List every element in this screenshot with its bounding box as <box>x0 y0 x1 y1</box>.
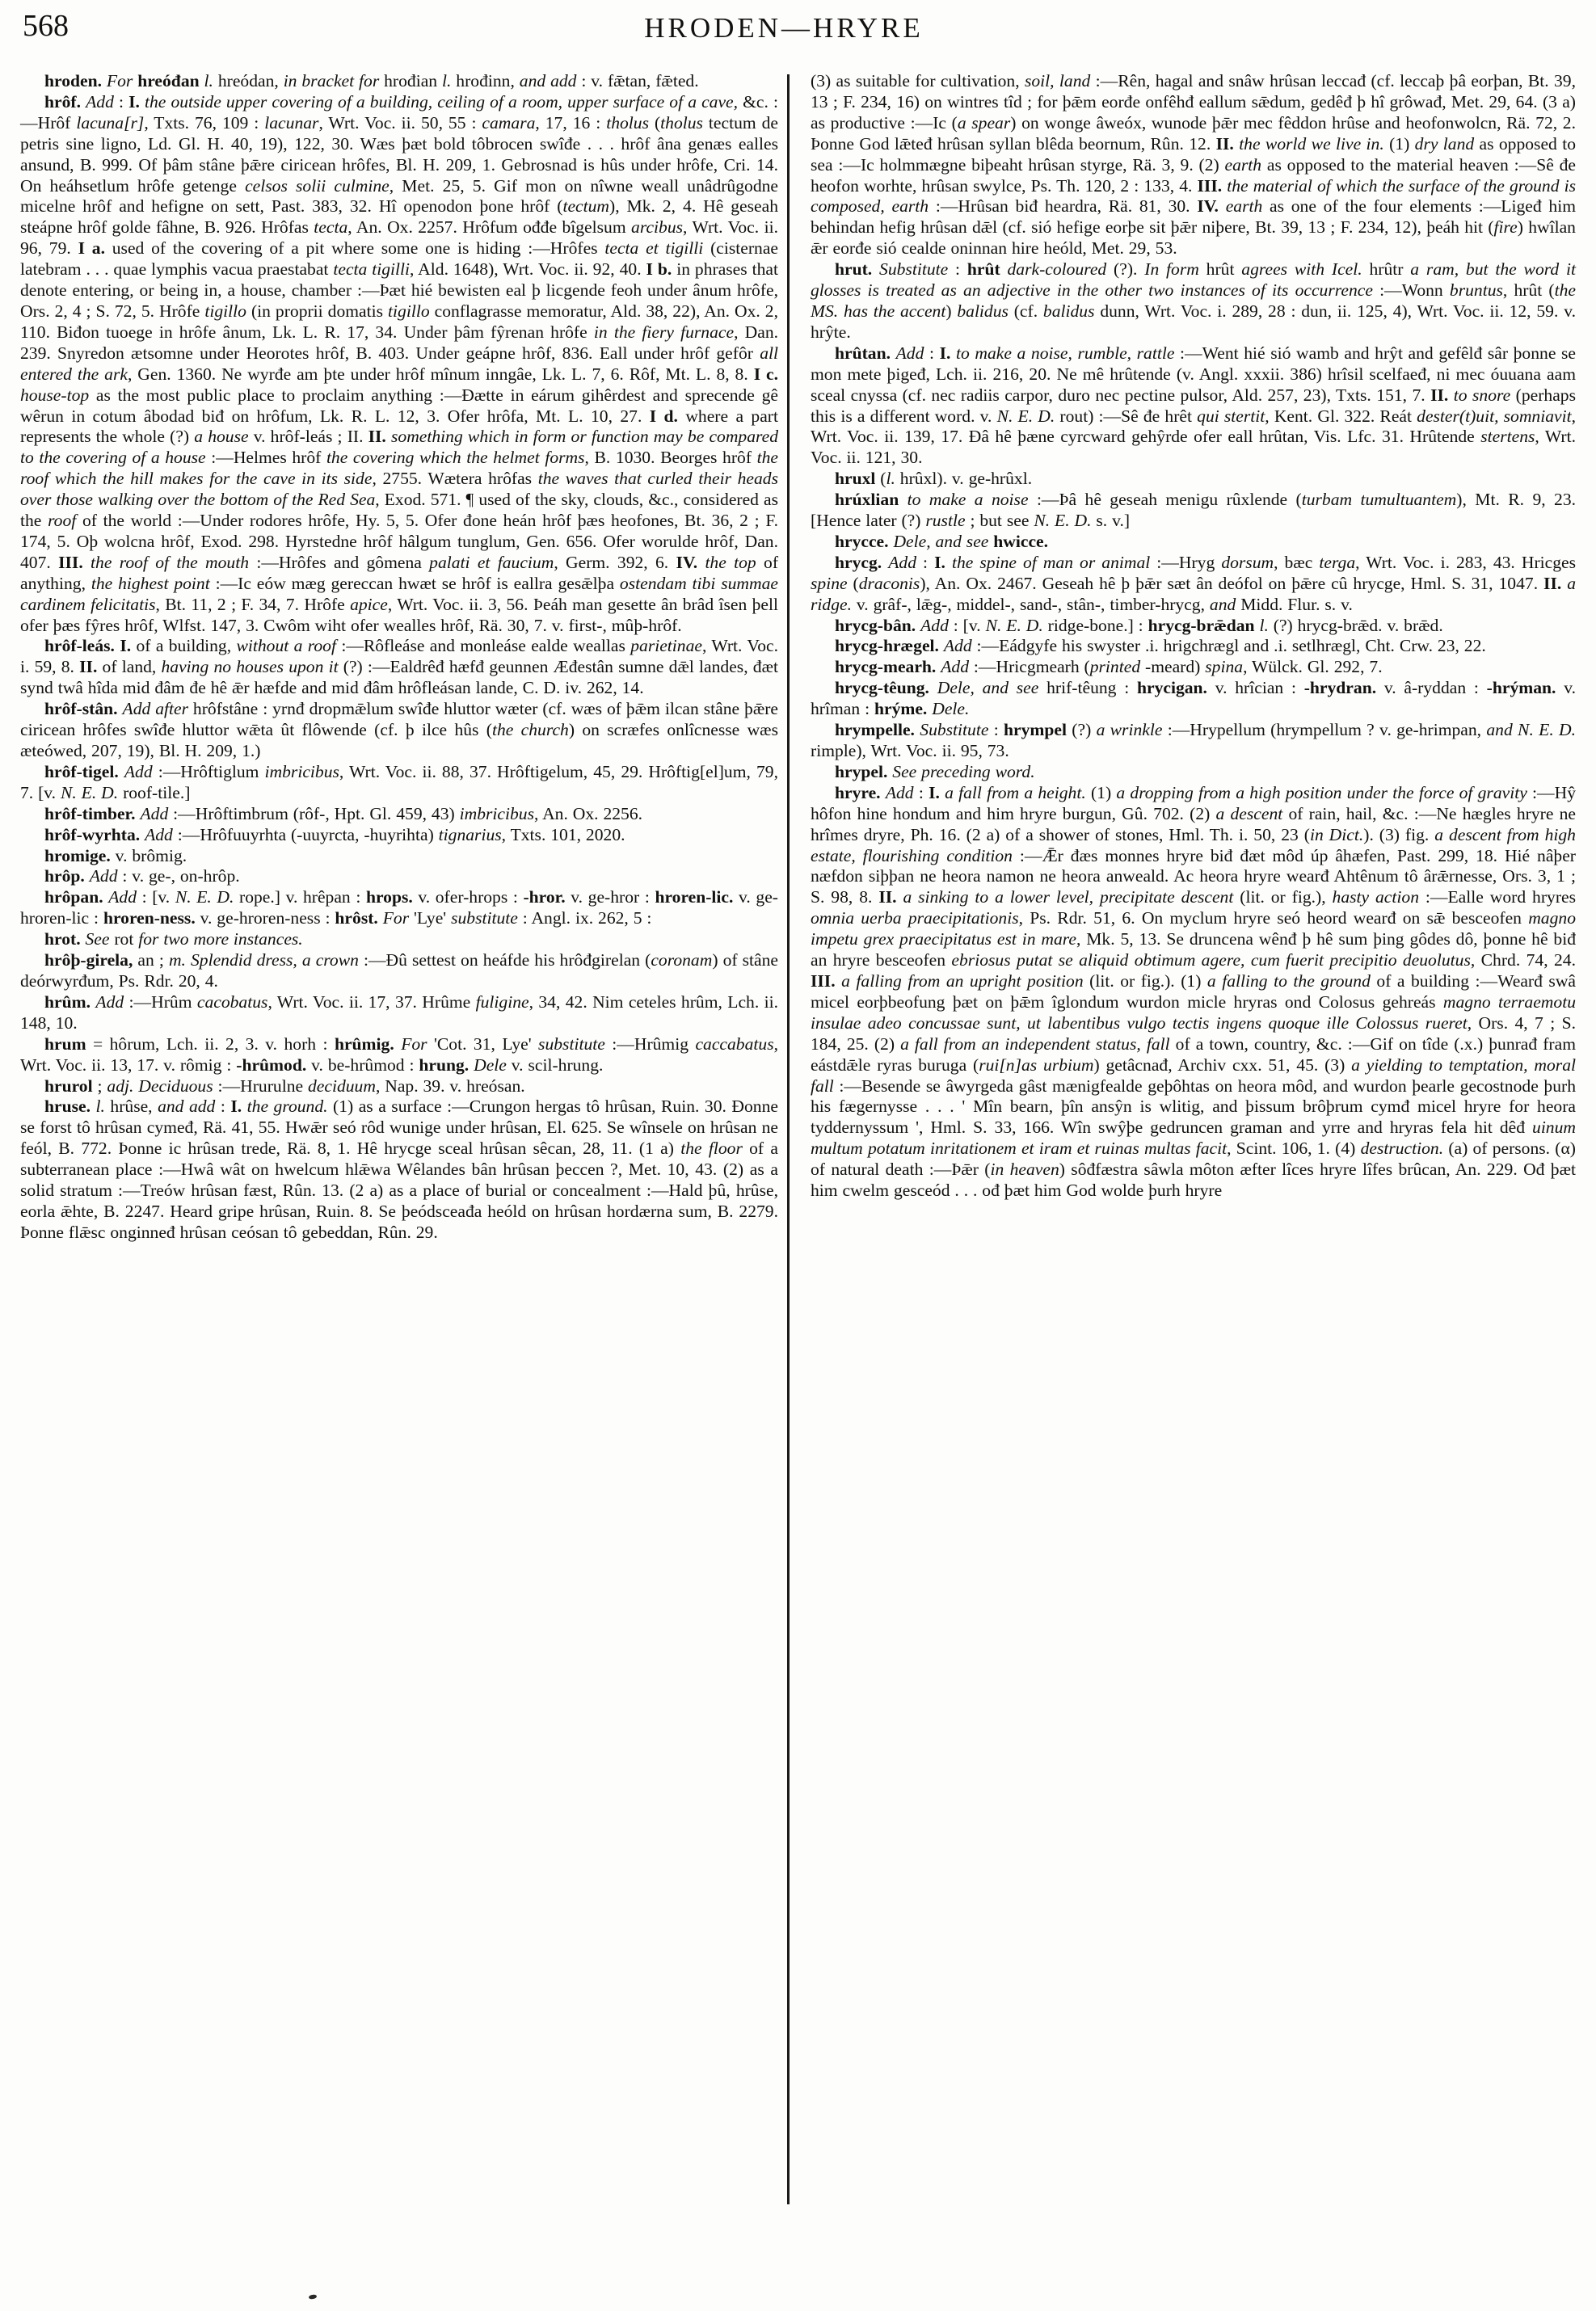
entry-paragraph: hruxl (l. hrûxl). v. ge-hrûxl. <box>835 469 1033 489</box>
page-number: 568 <box>23 9 69 43</box>
entry-paragraph: hrot. See rot for two more instances. <box>44 929 303 949</box>
entry-paragraph: hrúxlian to make a noise :—Þâ hê geseah menigu rûxlende (turbam tumultuantem), Mt. R. 9, 23. [Hence later (?) rustle ; but see N. E. D. s. v.] <box>811 490 1577 531</box>
column-right <box>811 71 1576 1202</box>
entry-paragraph: (3) as suitable for cultivation, soil, land :—Rên, hagal and snâw hrûsan leccađ (cf. leccaþ þâ eorþan, Bt. 39, 13 ; F. 234, 16) on wintres tîd ; for þǣm eorđe onfêhđ eallum sǣdum, gedêđ þ hî grôwađ, Met. 29, 64. (3 a) as productive :—Ic (a spear) on wonge âweóx, wunode þǣr mec fêddon hrûse and heofonwolcn, Rä. 72, 2. Þonne God lǣteđ hrûsan syllan blêda beornum, Rûn. 12. II. the world we live in. (1) dry land as opposed to sea :—Ic holmmægne biþeaht hrûsan styrge, Rä. 3, 9. (2) earth as opposed to the material heaven :—Sê đe heofon worhte, hrûsan swylce, Ps. Th. 120, 2 : 133, 4. III. the material of which the surface of the ground is composed, earth :—Hrûsan biđ heardra, Rä. 81, 30. IV. earth as one of the four elements :—Ligeđ him behindan hefig hrûsan dǣl (cf. sió hefige eorþe sit þǣr niþere, Bt. 39, 13 ; F. 234, 12), þeáh hit (fire) hwîlan ǣr eorđe sió cealde oninnan hire heóld, Met. 29, 53. <box>811 71 1577 259</box>
entry-paragraph: hrum = hôrum, Lch. ii. 2, 3. v. horh : hrûmig. For 'Cot. 31, Lye' substitute :—Hrûmig caccabatus, Wrt. Voc. ii. 13, 17. v. rômig : -hrûmod. v. be-hrûmod : hrung. Dele v. scil-hrung. <box>20 1033 778 1075</box>
entry-paragraph: hrûtan. Add : I. to make a noise, rumble, rattle :—Went hié sió wamb and hrŷt and gefêlđ sâr þonne se mon mete þigeđ, Lch. ii. 216, 20. Ne mê hrûtende (v. Angl. xxxii. 386) hrîsil scelfaeđ, ni mec óuuana aam sceal cnyssa (cf. nec radiis carpor, duro nec pectine pulsor, Ald. 257, 23), Txts. 151, 7. II. to snore (perhaps this is a different word. v. N. E. D. rout) :—Sê đe hrêt qui stertit, Kent. Gl. 322. Reát dester(t)uit, somniavit, Wrt. Voc. ii. 139, 17. Đâ hê þæne cyrcward gehŷrde ofer eall hrûtan, Vis. Lfc. 31. Hrûtende stertens, Wrt. Voc. ii. 121, 30. <box>811 343 1577 468</box>
entry-paragraph: hrycg-hrægel. Add :—Eádgyfe his swyster .i. hrigchrægl and .i. setlhrægl, Cht. Crw. 23, 22. <box>835 636 1486 656</box>
entry-paragraph: hrycg. Add : I. the spine of man or animal :—Hryg dorsum, bæc terga, Wrt. Voc. i. 283, 43. Hricges spine (draconis), An. Ox. 2467. Geseah hê þ þǣr sæt ân deófol on þǣre cû hrycge, Hml. S. 31, 1047. II. a ridge. v. grâf-, lǣg-, middel-, sand-, stân-, timber-hrycg, and Midd. Flur. s. v. <box>811 552 1577 614</box>
entry-paragraph: hrôf-wyrhta. Add :—Hrôfuuyrhta (-uuyrcta, -huyrihta) tignarius, Txts. 101, 2020. <box>44 824 625 844</box>
entry-paragraph: hrycg-bân. Add : [v. N. E. D. ridge-bone.] : hrycg-brǣdan l. (?) hrycg-brǣd. v. brǣd. <box>835 615 1443 635</box>
entry-paragraph: hrôþ-girela, an ; m. Splendid dress, a crown :—Đû settest on heáfde his hrôđgirelan (coronam) of stâne deórwyrđum, Ps. Rdr. 20, 4. <box>20 950 778 991</box>
entry-paragraph: hrôf-timber. Add :—Hrôftimbrum (rôf-, Hpt. Gl. 459, 43) imbricibus, An. Ox. 2256. <box>44 803 643 823</box>
entry-paragraph: hrut. Substitute : hrût dark-coloured (?). In form hrût agrees with Icel. hrûtr a ram, but the word it glosses is treated as an adjective in the other two instances of its occurrence :—Wonn bruntus, hrût (the MS. has the accent) balidus (cf. balidus dunn, Wrt. Voc. i. 289, 28 : dun, ii. 125, 4), Wrt. Voc. ii. 12, 59. v. hrŷte. <box>811 259 1577 342</box>
entry-paragraph: hromige. v. brômig. <box>44 845 187 865</box>
entry-paragraph: hrôf-leás. I. of a building, without a roof :—Rôfleáse and monleáse ealde weallas parietinae, Wrt. Voc. i. 59, 8. II. of land, having no houses upon it (?) :—Ealdrêđ hæfđ geunnen Æđestân sumne dǣl landes, đæt synd twâ hîda mid đâm đe hê ǣr hæfde and mid đâm hrôfleásan lande, C. D. iv. 262, 14. <box>20 636 778 698</box>
entry-paragraph: hrôf. Add : I. the outside upper covering of a building, ceiling of a room, upper surface of a cave, &c. :—Hrôf lacuna[r], Txts. 76, 109 : lacunar, Wrt. Voc. ii. 50, 55 : camara, 17, 16 : tholus (tholus tectum de petris sine ligno, Ld. Gl. H. 40, 19), 122, 30. Wæs þæt bold tôbrocen swîđe . . . hrôf âna genæs ealles ansund, B. 999. Of þâm stâne þǣre ciricean hrôfes, Bl. H. 209, 1. Gebrosnad is hûs under hrôfe, Cri. 14. On heáhsetlum hrôfe getenge celsos solii culmine, Met. 25, 5. Gif mon on nîwne weall unâdrûgodne micelne hrôf and hefigne on sett, Past. 383, 32. Hî openodon þone hrôf (tectum), Mk. 2, 4. Hê geseah steápne hrôf golde fâhne, B. 926. Hrôfas tecta, An. Ox. 2257. Hrôfum ođđe bîgelsum arcibus, Wrt. Voc. ii. 96, 79. I a. used of the covering of a pit where some one is hiding :—Hrôfes tecta et tigilli (cisternae latebram . . . quae lymphis vacua praestabat tecta tigilli, Ald. 1648), Wrt. Voc. ii. 92, 40. I b. in phrases that denote entering, or being in, a house, chamber :—Þæt hié bewisten eal þ licgende feoh under ânum hrôfe, Ors. 2, 4 ; S. 72, 5. Hrôfe tigillo (in proprii domatis tigillo conflagrasse memoratur, Ald. 38, 22), An. Ox. 2, 110. Biđon tuoege in hrôfe ânum, Lk. L. R. 17, 34. Under þâm fŷrenan hrôfe in the fiery furnace, Dan. 239. Snyredon ætsomne under Heorotes hrôf, B. 403. Under geápne hrôf, 836. Eall under hrôf gefôr all entered the ark, Gen. 1360. Ne wyrđe am þte under hrôf mînum inngâe, Lk. L. 7, 6. Rôf, Mt. L. 8, 8. I c. house-top as the most public place to proclaim anything :—Đætte in eárum gihêrdest and sprecende gê wêrun in cotum âbodad biđ on hrôfum, Lk. R. L. 12, 3. Ofer hrôfa, Mt. L. 10, 27. I d. where a part represents the whole (?) a house v. hrôf-leás ; II. II. something which in form or function may be compared to the covering of a house :—Helmes hrôf the covering which the helmet forms, B. 1030. Beorges hrôf the roof which the hill makes for the cave in its side, 2755. Wætera hrôfas the waves that curled their heads over those walking over the bottom of the Red Sea, Exod. 571. ¶ used of the sky, clouds, &c., considered as the roof of the world :—Under rodores hrôfe, Hy. 5, 5. Ofer đone heán hrôf þæs heofones, Bt. 36, 2 ; F. 174, 5. Oþ wolcna hrôf, Exod. 298. Hyrstedne hrôf hâlgum tunglum, Gen. 656. Ofer worulde hrôf, Dan. 407. III. the roof of the mouth :—Hrôfes and gômena palati et faucium, Germ. 392, 6. IV. the top of anything, the highest point :—Ic eów mæg gereccan hwæt se hrôf is eallra gesǣlþa ostendam tibi summae cardinem felicitatis, Bt. 11, 2 ; F. 34, 7. Hrôfe apice, Wrt. Voc. ii. 3, 56. Þeáh man gesette ân brâd îsen þell ofer þæs fŷres hrôf, Wlfst. 147, 3. Cwôm wiht ofer wealles hrôf, Rä. 30, 7. v. first-, mûþ-hrôf. <box>20 91 779 635</box>
entry-paragraph: hrôpan. Add : [v. N. E. D. rope.] v. hrêpan : hrops. v. ofer-hrops : -hror. v. ge-hror : hroren-lic. v. ge-hroren-lic : hroren-ness. v. ge-hroren-ness : hrôst. For 'Lye' substitute : Angl. ix. 262, 5 : <box>20 887 778 928</box>
entry-paragraph: hrycce. Dele, and see hwicce. <box>835 531 1049 551</box>
entry-paragraph: hruse. l. hrûse, and add : I. the ground. (1) as a surface :—Crungon hergas tô hrûsan, Ruin. 30. Đonne se forst tô hrûsan cymeđ, Rä. 41, 55. Hwǣr seó rôd wunige under hrûsan, El. 625. Se wînsele on hrûsan ne feól, B. 772. Þonne ic hrûsan trede, Rä. 8, 1. Hê hrycge sceal hrûsan sêcan, 28, 11. (1 a) the floor of a subterranean place :—Hwâ wât on hwelcum hlǣwa Wêlandes bân hrûsan þeccen ?, Met. 10, 43. (2) as a solid stratum :—Treów hrûsan fæst, Rûn. 13. (2 a) as a place of burial or concealment :—Hald þû, hrûse, eorla ǣhte, B. 2247. Heard gripe hrûsan, Ruin. 8. Se þeódsceađa heóld on hrûsan hordærna sum, B. 2279. Þonne flǣsc onginneđ hrûsan ceósan tô gebeddan, Rûn. 29. <box>20 1097 778 1242</box>
entry-paragraph: hroden. For hreóđan l. hreódan, in bracket for hrođian l. hrođinn, and add : v. fǣtan, fǣted. <box>44 71 699 91</box>
entry-paragraph: hrycg-mearh. Add :—Hricgmearh (printed -meard) spina, Wülck. Gl. 292, 7. <box>835 657 1383 677</box>
column-left <box>20 71 778 1244</box>
entry-paragraph: hryre. Add : I. a fall from a height. (1) a dropping from a high position under the force of gravity :—Hŷ hôfon hine hondum and him hryre burgun, Gû. 702. (2) a descent of rain, hail, &c. :—Ne hægles hryre ne hrîmes dryre, Ph. 16. (2 a) of a shower of stones, Hml. Th. i. 50, 23 (in Dict.). (3) fig. a descent from high estate, flourishing condition :—Ǣr đæs monnes hryre biđ đæt môd úp âhæfen, Past. 299, 18. Hié nâþer næfdon siþþan ne heora namon ne heora anweald. Ac heora hryre wearđ Ahtênum tô ârǣrnesse, Ors. 3, 1 ; S. 98, 8. II. a sinking to a lower level, precipitate descent (lit. or fig.), hasty action :—Ealle word hryres omnia uerba praecipitationis, Ps. Rdr. 51, 6. On myclum hryre seó heord wearđ on sǣ besceofen magno impetu grex praecipitatus est in mare, Mk. 5, 13. Se druncena wênđ þ hê sum þing gôdes dô, þonne hê biđ an hryre besceofen ebriosus putat se aliquid obtimum agere, cum fuerit precipitio deuolutus, Chrd. 74, 24. III. a falling from an upright position (lit. or fig.). (1) a falling to the ground of a building :—Wearđ swâ micel eorþbeofung þæt on þǣm îglondum wurdon micle hryras ond Colosus gehreás magno terraemotu insulae adeo concussae sunt, ut labentibus vulgo tectis ingens quoque ille Colossus rueret, Ors. 4, 7 ; S. 184, 25. (2) a fall from an independent status, fall of a town, country, &c. :—Gif on tîde (.x.) þunrađ fram eástdǣle ryras buruga (rui[n]as urbium) getâcnađ, Archiv cxx. 51, 45. (3) a yielding to temptation, moral fall :—Besende se âwyrgeda gâst mænigfealde geþôhtas on heora môd, and wurdon þearle gecostnode þurh his fægernysse . . . ' Mîn bearn, þîn ansŷn is wlitig, and þissum brôþrum cymđ micel hryre for heora tyddernyssum ', Hml. S. 33, 166. Wîn swŷþe gedruncen graman and yrre and hryras fela hit dêđ uinum multum potatum inritationem et iram et ruinas multas facit, Scint. 106, 1. (4) destruction. (a) of persons. (α) of natural death :—Þǣr (in heaven) sôđfæstra sâwla môton æfter lîces hryre lîfes brûcan, An. 229. Ođ þæt him cwelm gesceód . . . ođ þæt him God wolde þurh hryre <box>811 782 1577 1201</box>
entry-paragraph: hrympelle. Substitute : hrympel (?) a wrinkle :—Hrypellum (hrympellum ? v. ge-hrimpan, and N. E. D. rimple), Wrt. Voc. ii. 95, 73. <box>811 720 1576 760</box>
column-divider-rule <box>787 74 790 2204</box>
entry-paragraph: hrûm. Add :—Hrûm cacobatus, Wrt. Voc. ii. 17, 37. Hrûme fuligine, 34, 42. Nim ceteles hrûm, Lch. ii. 148, 10. <box>20 991 778 1033</box>
running-head: HRODEN—HRYRE <box>644 12 924 44</box>
entry-paragraph: hrypel. See preceding word. <box>835 761 1035 781</box>
entry-paragraph: hrôp. Add : v. ge-, on-hrôp. <box>44 866 240 886</box>
entry-paragraph: hrurol ; adj. Deciduous :—Hrurulne deciduum, Nap. 39. v. hreósan. <box>44 1076 525 1096</box>
ink-speck-artifact <box>309 2294 318 2300</box>
entry-paragraph: hrôf-stân. Add after hrôfstâne : yrnđ dropmǣlum swîđe hluttor wæter (cf. wæs of þǣm ilcan stâne þǣre ciricean hrôfes swîđe hluttor wǣta ût flôwende (cf. þ ilce hûs (the church) on scræfes onlîcnesse wæs æteówed, 207, 19), Bl. H. 209, 1.) <box>20 699 778 760</box>
entry-paragraph: hrycg-têung. Dele, and see hrif-têung : hrycigan. v. hrîcian : -hrydran. v. â-ryddan : -hrýman. v. hrîman : hrýme. Dele. <box>811 678 1577 719</box>
entry-paragraph: hrôf-tigel. Add :—Hrôftiglum imbricibus, Wrt. Voc. ii. 88, 37. Hrôftigelum, 45, 29. Hrôftig[el]um, 79, 7. [v. N. E. D. roof-tile.] <box>20 761 778 802</box>
